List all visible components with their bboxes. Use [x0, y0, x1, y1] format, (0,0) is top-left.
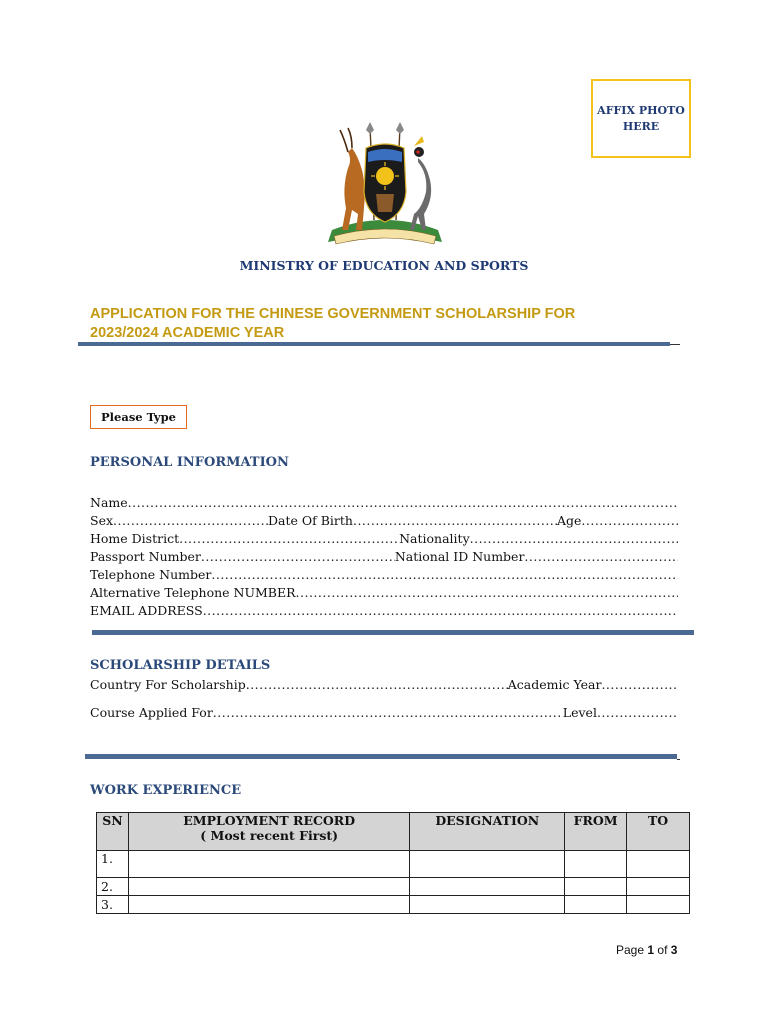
email-blank[interactable] — [203, 602, 678, 620]
from-cell[interactable] — [565, 851, 627, 878]
email-label: EMAIL ADDRESS — [90, 603, 203, 618]
to-cell[interactable] — [627, 878, 690, 896]
title-divider — [78, 342, 670, 346]
employment-cell[interactable] — [128, 896, 409, 914]
affix-photo-box — [591, 79, 691, 158]
photo-box-line2: HERE — [622, 119, 660, 133]
passport-nid-row — [90, 548, 678, 566]
application-title — [90, 305, 690, 343]
dob-label: Date Of Birth — [268, 513, 353, 528]
scholarship-divider-tail — [677, 759, 680, 760]
home-district-blank[interactable] — [179, 530, 399, 548]
sex-dob-age-row — [90, 512, 678, 530]
district-nationality-row — [90, 530, 678, 548]
personal-divider — [92, 630, 694, 635]
level-label: Level — [562, 705, 597, 720]
passport-blank[interactable] — [201, 548, 395, 566]
coat-of-arms-icon — [318, 118, 452, 252]
personal-fields — [90, 494, 678, 620]
academic-year-label: Academic Year — [507, 677, 602, 692]
national-id-blank[interactable] — [524, 548, 678, 566]
designation-cell[interactable] — [410, 851, 565, 878]
course-level-row — [90, 704, 678, 722]
page-word: Page — [616, 943, 645, 957]
row-sn: 3. — [97, 896, 129, 914]
country-label: Country For Scholarship — [90, 677, 246, 692]
sn-header: SN — [97, 813, 129, 851]
work-experience-heading: WORK EXPERIENCE — [90, 783, 242, 798]
telephone-blank[interactable] — [211, 566, 678, 584]
alt-telephone-label: Alternative Telephone NUMBER — [90, 585, 296, 600]
table-row — [97, 878, 690, 896]
nationality-label: Nationality — [399, 531, 470, 546]
employment-header-line2: ( Most recent First) — [200, 828, 339, 843]
designation-header: DESIGNATION — [410, 813, 565, 851]
name-blank[interactable] — [128, 494, 678, 512]
course-blank[interactable] — [213, 704, 563, 722]
sex-label: Sex — [90, 513, 114, 528]
alt-telephone-field — [90, 584, 678, 602]
dob-blank[interactable] — [353, 512, 557, 530]
page-current: 1 — [647, 943, 655, 957]
designation-cell[interactable] — [410, 878, 565, 896]
scholarship-details-heading: SCHOLARSHIP DETAILS — [90, 658, 271, 673]
name-field[interactable] — [90, 494, 678, 512]
national-id-label: National ID Number — [394, 549, 525, 564]
from-cell[interactable] — [565, 896, 627, 914]
title-line-2: 2023/2024 ACADEMIC YEAR — [90, 325, 285, 341]
table-row — [97, 851, 690, 878]
page-total: 3 — [670, 943, 678, 957]
age-blank[interactable] — [581, 512, 678, 530]
personal-information-heading: PERSONAL INFORMATION — [90, 455, 289, 470]
name-label: Name — [90, 495, 128, 510]
scholarship-divider — [85, 754, 677, 759]
page-number — [616, 943, 677, 957]
table-header-row — [97, 813, 690, 851]
work-experience-table — [96, 812, 690, 914]
to-header: TO — [627, 813, 690, 851]
age-label: Age — [556, 513, 582, 528]
country-blank[interactable] — [246, 676, 508, 694]
employment-record-header — [128, 813, 409, 851]
passport-label: Passport Number — [90, 549, 201, 564]
title-line-1: APPLICATION FOR THE CHINESE GOVERNMENT SCHOLARSHIP FOR — [90, 306, 576, 322]
telephone-label: Telephone Number — [90, 567, 212, 582]
photo-box-line1: AFFIX PHOTO — [597, 103, 685, 117]
email-field — [90, 602, 678, 620]
alt-telephone-blank[interactable] — [296, 584, 678, 602]
telephone-field — [90, 566, 678, 584]
country-year-row — [90, 676, 678, 694]
home-district-label: Home District — [90, 531, 180, 546]
row-sn: 2. — [97, 878, 129, 896]
please-type-box: Please Type — [90, 405, 187, 429]
employment-cell[interactable] — [128, 851, 409, 878]
to-cell[interactable] — [627, 896, 690, 914]
scholarship-fields — [90, 676, 678, 722]
level-blank[interactable] — [597, 704, 678, 722]
row-sn: 1. — [97, 851, 129, 878]
designation-cell[interactable] — [410, 896, 565, 914]
page-of: of — [657, 943, 668, 957]
title-divider-tail — [670, 344, 680, 345]
nationality-blank[interactable] — [470, 530, 678, 548]
academic-year-blank[interactable] — [601, 676, 678, 694]
sex-blank[interactable] — [113, 512, 268, 530]
from-header: FROM — [565, 813, 627, 851]
table-row — [97, 896, 690, 914]
employment-header-line1: EMPLOYMENT RECORD — [183, 813, 356, 828]
employment-cell[interactable] — [128, 878, 409, 896]
to-cell[interactable] — [627, 851, 690, 878]
ministry-heading: MINISTRY OF EDUCATION AND SPORTS — [239, 258, 529, 273]
course-label: Course Applied For — [90, 705, 213, 720]
from-cell[interactable] — [565, 878, 627, 896]
